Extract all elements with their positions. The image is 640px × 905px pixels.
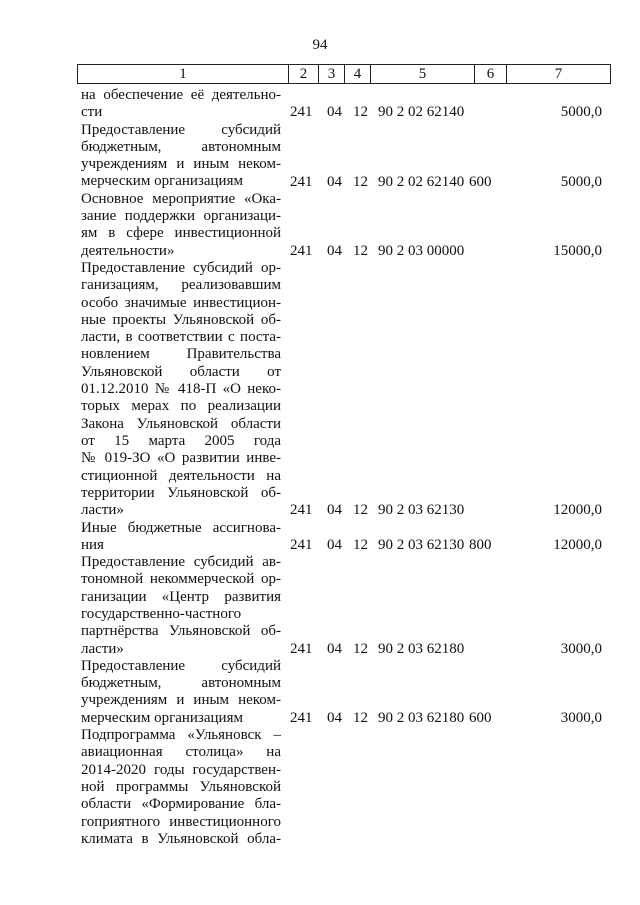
description-line: ганизации «Центр развития xyxy=(81,588,281,605)
description-line: № 019-ЗО «О развитии инве- xyxy=(81,450,281,467)
description-line: учреждениям и иным неком- xyxy=(81,156,281,173)
description-line: новлением Правительства xyxy=(81,346,281,363)
budget-code: 241 xyxy=(290,242,313,259)
subsection-code: 12 xyxy=(353,173,368,190)
description-line: Предоставление субсидий xyxy=(81,657,281,674)
table-row-values xyxy=(0,502,640,520)
description-line: от 15 марта 2005 года xyxy=(81,432,281,449)
description-line: ные проекты Ульяновской об- xyxy=(81,311,281,328)
description-line: государственно-частного xyxy=(81,605,242,622)
budget-code: 241 xyxy=(290,173,313,190)
subsection-code: 12 xyxy=(353,536,368,553)
budget-code: 241 xyxy=(290,502,313,519)
description-line: Предоставление субсидий ав- xyxy=(81,554,281,571)
description-line: стиционной деятельности на xyxy=(81,467,281,484)
amount: 12000,0 xyxy=(553,502,602,519)
description-line: ласти, в соответствии с поста- xyxy=(81,329,281,346)
subsection-code: 12 xyxy=(353,242,368,259)
table-row-values xyxy=(0,243,640,261)
amount: 12000,0 xyxy=(553,536,602,553)
row-description xyxy=(81,260,281,519)
description-line: учреждениям и иным неком- xyxy=(81,692,281,709)
amount: 3000,0 xyxy=(560,709,602,726)
description-line: авиационная столица» на xyxy=(81,744,281,761)
header-col-5: 5 xyxy=(371,65,475,83)
budget-code: 241 xyxy=(290,536,313,553)
description-line: деятельности» xyxy=(81,242,175,259)
description-line: ласти» xyxy=(81,502,124,519)
description-line: области «Формирование бла- xyxy=(81,796,281,813)
budget-code: 241 xyxy=(290,709,313,726)
description-line: Иные бюджетные ассигнова- xyxy=(81,519,281,536)
header-col-7: 7 xyxy=(554,66,563,82)
header-col-1: 1 xyxy=(78,65,289,83)
section-code: 04 xyxy=(327,502,342,519)
row-description xyxy=(81,727,281,848)
target-article-code: 90 2 03 62130 xyxy=(378,536,465,553)
description-line: Основное мероприятие «Ока- xyxy=(81,190,281,207)
description-line: ния xyxy=(81,536,104,553)
expense-type-code: 600 xyxy=(469,173,492,190)
section-code: 04 xyxy=(327,242,342,259)
table-row-values xyxy=(0,537,640,555)
description-line: мерческим организациям xyxy=(81,709,243,726)
description-line: бюджетным, автономным xyxy=(81,138,281,155)
amount: 3000,0 xyxy=(560,640,602,657)
amount: 5000,0 xyxy=(560,173,602,190)
section-code: 04 xyxy=(327,709,342,726)
description-line: бюджетным, автономным xyxy=(81,675,281,692)
section-code: 04 xyxy=(327,640,342,657)
description-line: Закона Ульяновской области xyxy=(81,415,281,432)
header-col-4: 4 xyxy=(345,65,371,83)
description-line: особо значимые инвестицион- xyxy=(81,294,281,311)
target-article-code: 90 2 03 62180 xyxy=(378,709,465,726)
description-line: Предоставление субсидий ор- xyxy=(81,260,281,276)
header-col-6: 6 xyxy=(475,65,507,83)
description-line: ласти» xyxy=(81,640,124,657)
subsection-code: 12 xyxy=(353,640,368,657)
target-article-code: 90 2 02 62140 xyxy=(378,173,465,190)
expense-type-code: 600 xyxy=(469,709,492,726)
table-row-values xyxy=(0,174,640,192)
page-number: 94 xyxy=(312,37,328,53)
amount: 15000,0 xyxy=(553,242,602,259)
description-line: ганизациям, реализовавшим xyxy=(81,277,281,294)
description-line: ям в сфере инвестиционной xyxy=(81,225,281,242)
budget-code: 241 xyxy=(290,104,313,121)
expense-type-code: 800 xyxy=(469,536,492,553)
target-article-code: 90 2 03 62180 xyxy=(378,640,465,657)
description-line: ной программы Ульяновской xyxy=(81,778,281,795)
section-code: 04 xyxy=(327,536,342,553)
section-code: 04 xyxy=(327,173,342,190)
description-line: Подпрограмма «Ульяновск – xyxy=(81,727,281,744)
description-line: сти xyxy=(81,104,103,121)
table-row-values xyxy=(0,710,640,728)
description-line: мерческим организациям xyxy=(81,173,243,190)
table-header xyxy=(77,64,611,84)
section-code: 04 xyxy=(327,104,342,121)
description-line: гоприятного инвестиционного xyxy=(81,813,281,830)
description-line: партнёрства Ульяновской об- xyxy=(81,623,281,640)
budget-code: 241 xyxy=(290,640,313,657)
target-article-code: 90 2 02 62140 xyxy=(378,104,465,121)
description-line: торых мерах по реализации xyxy=(81,398,281,415)
description-line: зание поддержки организаци- xyxy=(81,208,281,225)
subsection-code: 12 xyxy=(353,709,368,726)
target-article-code: 90 2 03 62130 xyxy=(378,502,465,519)
subsection-code: 12 xyxy=(353,502,368,519)
table-row-values xyxy=(0,104,640,122)
target-article-code: 90 2 03 00000 xyxy=(378,242,465,259)
description-line: 2014-2020 годы государствен- xyxy=(81,761,281,778)
subsection-code: 12 xyxy=(353,104,368,121)
description-line: климата в Ульяновской обла- xyxy=(81,830,281,847)
description-line: тономной некоммерческой ор- xyxy=(81,571,281,588)
description-line: Ульяновской области от xyxy=(81,363,281,380)
header-col-2: 2 xyxy=(289,65,319,83)
amount: 5000,0 xyxy=(560,104,602,121)
description-line: Предоставление субсидий xyxy=(81,121,281,138)
header-col-3: 3 xyxy=(319,65,345,83)
table-row-values xyxy=(0,641,640,659)
description-line: 01.12.2010 № 418-П «О неко- xyxy=(81,381,281,398)
description-line: на обеспечение её деятельно- xyxy=(81,87,281,103)
description-line: территории Ульяновской об- xyxy=(81,484,281,501)
